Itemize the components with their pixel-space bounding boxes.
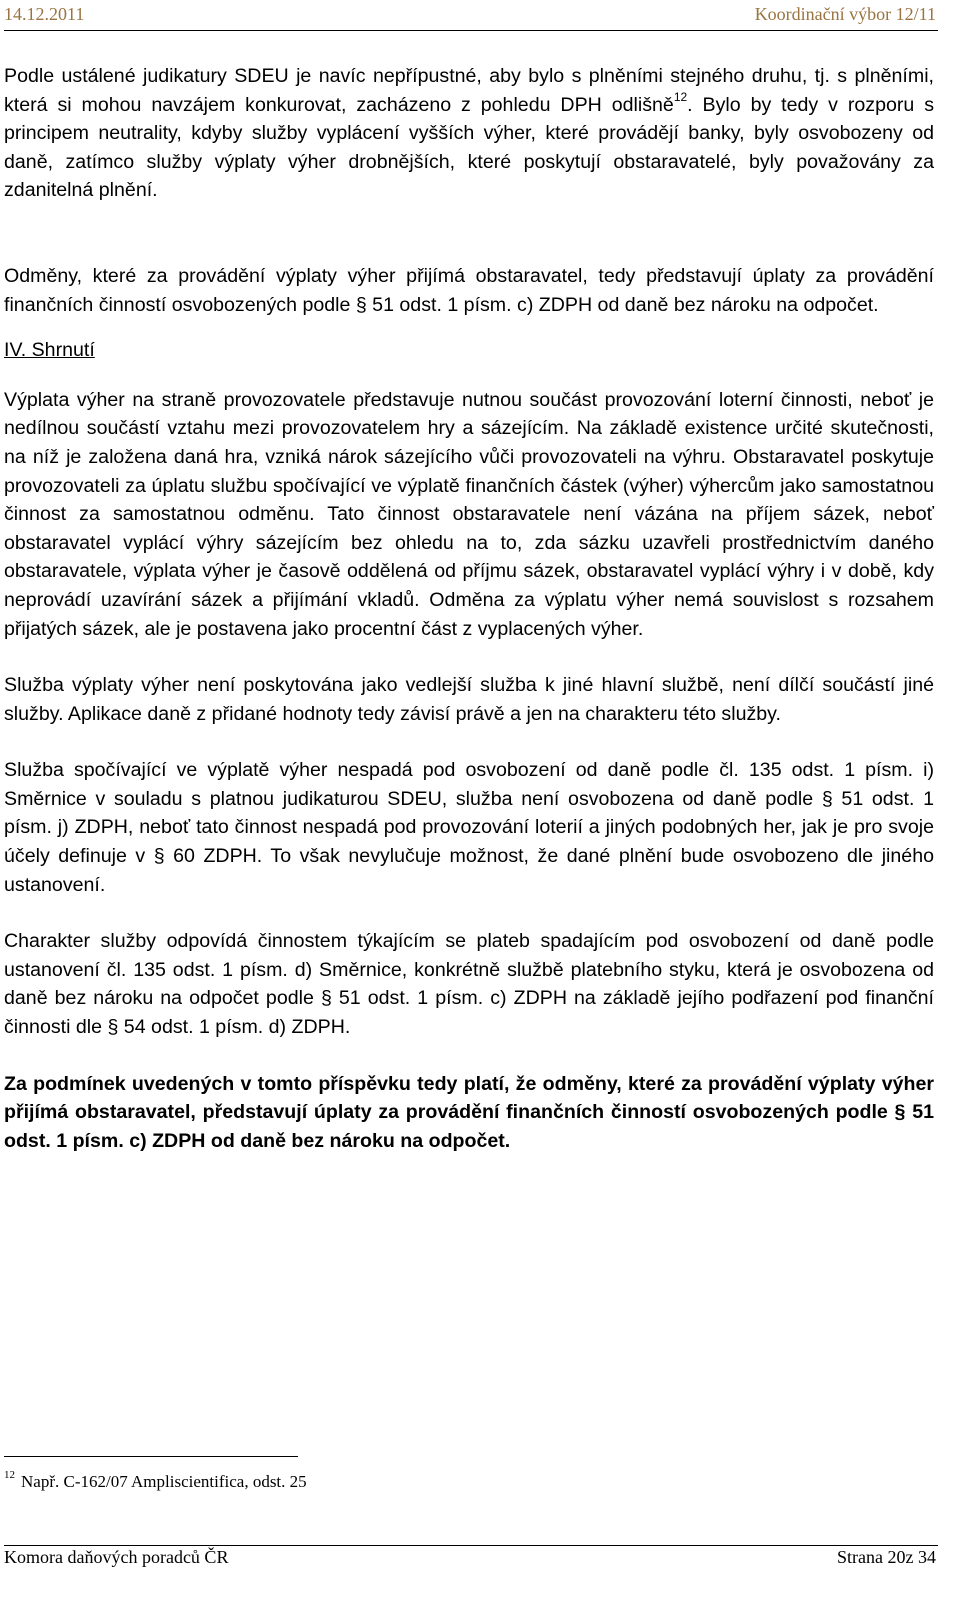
page-number: Strana 20z 34 — [837, 1547, 936, 1567]
paragraph-3: Výplata výher na straně provozovatele představuje nutnou součást provozování loterní činnosti, neboť je nedílnou součástí vztahu mezi provozovatelem hry a sázejícím. Na základě existence určité skutečnosti, na níž je založena daná hra, vzniká nárok sázejícího vůči provozovateli na výhru. Obstaravatel poskytuje provozovateli za úplatu službu spočívající ve výplatě finančních částek (výher) výhercům jako samostatnou činnost za samostatnou odměnu. Tato činnost obstaravatele není vázána na příjem sázek, neboť obstaravatel vyplácí výhry sázejícím bez ohledu na to, zda sázku uzavřeli prostřednictvím daného obstaravatele, výplata výher je časově oddělená od příjmu sázek, obstaravatel vyplácí výhry i v době, kdy neprovádí uzavírání sázek a přijímání vkladů. Odměna za výplatu výher nemá souvislost s rozsahem přijatých sázek, ale je postavena jako procentní část z vyplacených výher. — [4, 388, 934, 640]
paragraph-2: Odměny, které za provádění výplaty výher přijímá obstaravatel, tedy představují úplaty za provádění finančních činností osvobozených podle § 51 odst. 1 písm. c) ZDPH od daně bez nároku na odpočet. — [4, 264, 934, 316]
page-header — [4, 4, 936, 30]
page-footer — [4, 1547, 936, 1573]
header-divider — [4, 30, 938, 31]
header-date: 14.12.2011 — [4, 4, 85, 24]
paragraph-6: Charakter služby odpovídá činnostem týkajícím se plateb spadajícím pod osvobození od daně podle ustanovení čl. 135 odst. 1 písm. d) Směrnice, konkrétně službě platebního styku, která je osvobozena od daně bez nároku na odpočet podle § 51 odst. 1 písm. c) ZDPH na základě jejího podřazení pod finanční činnosti dle § 54 odst. 1 písm. d) ZDPH. — [4, 930, 934, 1039]
footnote-text: Např. C-162/07 Ampliscientifica, odst. 25 — [21, 1472, 307, 1491]
paragraph-5: Služba spočívající ve výplatě výher nespadá pod osvobození od daně podle čl. 135 odst. 1 písm. i) Směrnice v souladu s platnou judikaturou SDEU, služba není osvobozena od daně podle § 51 odst. 1 písm. j) ZDPH, neboť tato činnost nespadá pod provozování loterií a jiných podobných her, jak je pro svoje účely definuje v § 60 ZDPH. To však nevylučuje možnost, že dané plnění bude osvobozeno dle jiného ustanovení. — [4, 759, 934, 896]
footnote-reference[interactable]: 12 — [673, 89, 688, 104]
footnote-number: 12 — [4, 1469, 15, 1481]
paragraph-1-part-b: . Bylo by tedy v rozporu s principem neutrality, kdyby služby vyplácení vyšších výher, které provádějí banky, byly osvobozeny od daně, zatímco služby výplaty výher drobnějších, které poskytují obstaravatelé, byly považovány za zdanitelná plnění. — [4, 93, 935, 202]
paragraph-1 — [4, 62, 934, 205]
section-heading: IV. Shrnutí — [4, 339, 95, 362]
paragraph-1-part-a: Podle ustálené judikatury SDEU je navíc nepřípustné, aby bylo s plněními stejného druhu, tj. s plněními, která si mohou navzájem konkurovat, zacházeno z pohledu DPH odlišně — [4, 65, 934, 116]
header-title: Koordinační výbor 12/11 — [754, 4, 936, 24]
footnote-divider — [4, 1456, 298, 1457]
footnote — [4, 1470, 904, 1494]
footer-divider — [4, 1545, 938, 1546]
paragraph-4: Služba výplaty výher není poskytována jako vedlejší služba k jiné hlavní službě, není dílčí součástí jiné služby. Aplikace daně z přidané hodnoty tedy závisí právě a jen na charakteru této služby. — [4, 674, 934, 725]
footer-organization: Komora daňových poradců ČR — [4, 1547, 229, 1567]
document-body — [4, 62, 934, 1155]
conclusion-paragraph: Za podmínek uvedených v tomto příspěvku tedy platí, že odměny, které za provádění výplaty výher přijímá obstaravatel, představují úplaty za provádění finančních činností osvobozených podle § 51 odst. 1 písm. c) ZDPH od daně bez nároku na odpočet. — [4, 1072, 934, 1152]
